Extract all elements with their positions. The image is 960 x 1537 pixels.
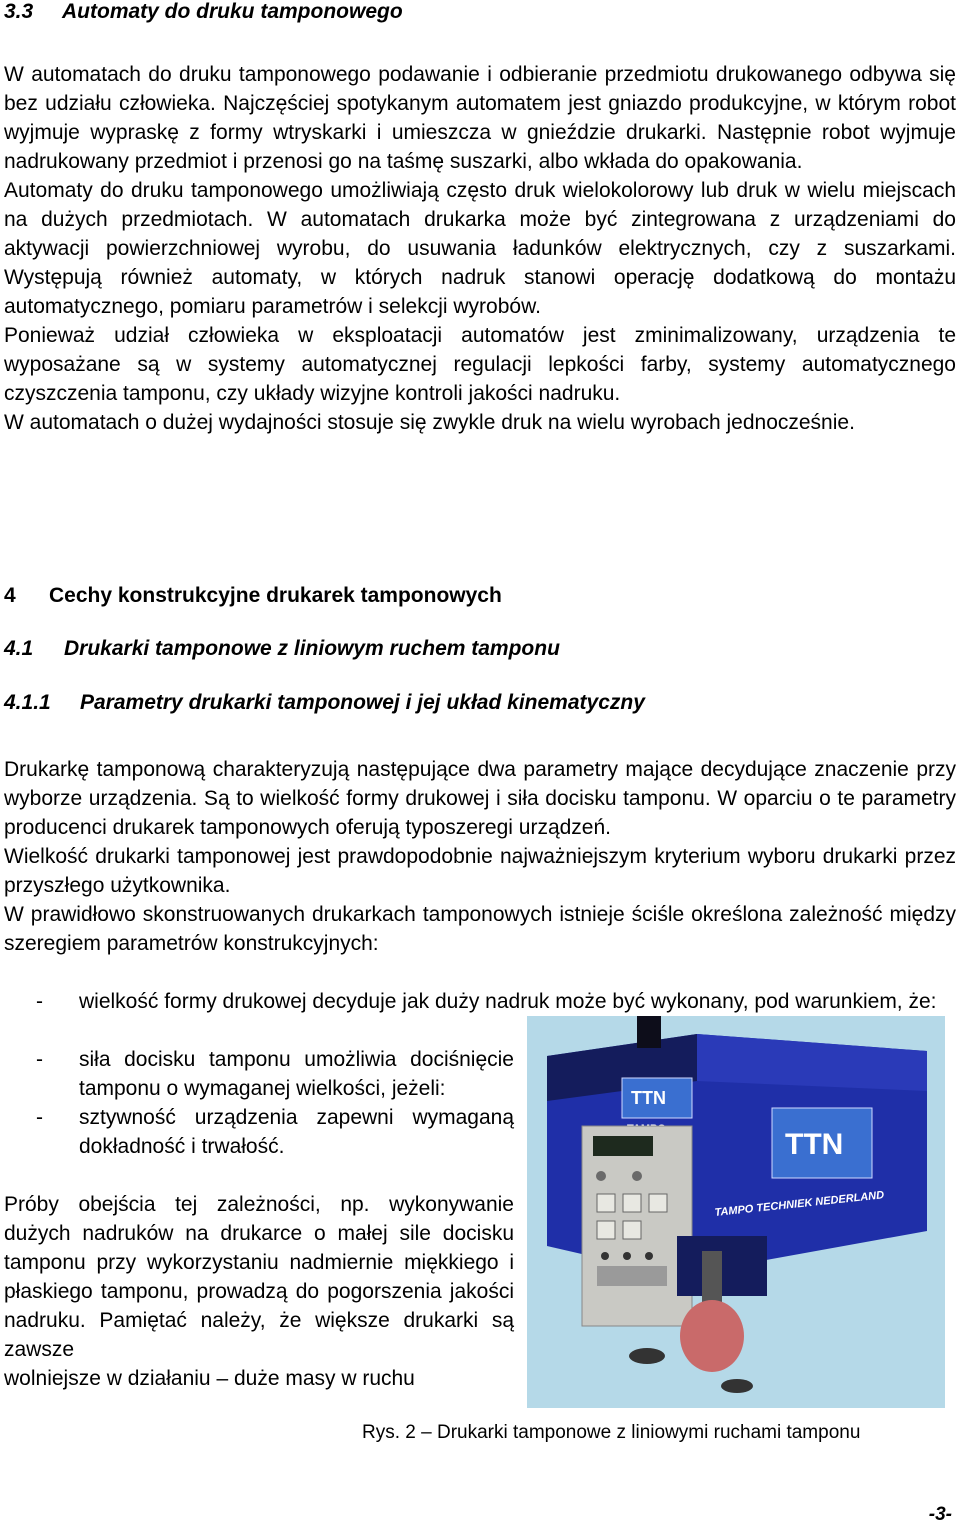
list-item-text: sztywność urządzenia zapewni wymaganą dokładność i trwałość. <box>79 1106 514 1158</box>
page-number: -3- <box>928 1504 952 1525</box>
closing-last-line: wolniejsze w działaniu – duże masy w ruchu <box>4 1367 415 1390</box>
list-item <box>4 1045 514 1103</box>
section-number: 4.1 <box>4 637 34 660</box>
base-foot <box>721 1379 753 1393</box>
brand-strip-text: TAMPO TECHNIEK NEDERLAND <box>714 1189 885 1219</box>
list-dash: - <box>36 1048 43 1071</box>
section-heading-3-3 <box>4 0 403 24</box>
section-title: Automaty do druku tamponowego <box>62 0 403 23</box>
machine-illustration <box>527 1016 945 1408</box>
figure-caption: Rys. 2 – Drukarki tamponowe z liniowymi ruchami tamponu <box>362 1422 861 1443</box>
parameter-list-wide <box>4 987 956 1016</box>
pad-printer-photo <box>527 1016 945 1408</box>
chapter-heading-4 <box>4 584 502 608</box>
list-item <box>4 1103 514 1161</box>
panel-knob-icon <box>632 1171 642 1181</box>
paragraph: W prawidłowo skonstruowanych drukarkach tamponowych istnieje ściśle określona zależność między szeregiem parametrów konstrukcyjnych: <box>4 903 956 955</box>
panel-display-icon <box>623 1194 641 1212</box>
panel-switch-icon <box>623 1252 631 1260</box>
closing-paragraph <box>4 1190 514 1393</box>
section-4-1-1-body <box>4 755 956 958</box>
section-number: 4.1.1 <box>4 691 51 714</box>
section-heading-4-1 <box>4 637 560 661</box>
panel-switch-icon <box>645 1252 653 1260</box>
paragraph: Wielkość drukarki tamponowej jest prawdopodobnie najważniejszym kryterium wyboru drukarki przez przyszłego użytkownika. <box>4 845 956 897</box>
paragraph: W automatach o dużej wydajności stosuje się zwykle druk na wielu wyrobach jednocześnie. <box>4 411 855 434</box>
list-dash: - <box>36 990 43 1013</box>
section-title: Parametry drukarki tamponowej i jej układ kinematyczny <box>80 691 645 714</box>
list-item-text: wielkość formy drukowej decyduje jak duży nadruk może być wykonany, pod warunkiem, że: <box>79 990 937 1013</box>
paragraph: Ponieważ udział człowieka w eksploatacji automatów jest zminimalizowany, urządzenia te wyposażane są w systemy automatycznej regulacji lepkości farby, systemy automatycznego czyszczenia tamponu, czy układy wizyjne kontroli jakości nadruku. <box>4 324 956 405</box>
list-dash: - <box>36 1106 43 1129</box>
panel-knob-icon <box>596 1171 606 1181</box>
cliche-plate <box>597 1266 667 1286</box>
panel-display-icon <box>623 1221 641 1239</box>
display-screen <box>593 1136 653 1156</box>
side-label-text: TTN <box>785 1128 844 1161</box>
panel-display-icon <box>597 1194 615 1212</box>
panel-display-icon <box>649 1194 667 1212</box>
paragraph: W automatach do druku tamponowego podawanie i odbieranie przedmiotu drukowanego odbywa się bez udziału człowieka. Najczęściej spotykanym automatem jest gniazdo produkcyjne, w którym robot wyjmuje wypraskę z formy wtryskarki i umieszcza w gnieździe drukarki. Następnie robot wyjmuje nadrukowany przedmiot i przenosi go na taśmę suszarki, albo wkłada do opakowania. <box>4 63 956 173</box>
parameter-list-narrow <box>4 1045 514 1161</box>
section-title: Drukarki tamponowe z liniowym ruchem tamponu <box>64 637 560 660</box>
paragraph: Drukarkę tamponową charakteryzują następujące dwa parametry mające decydujące znaczenie przy wyborze urządzenia. Są to wielkość formy drukowej i siła docisku tamponu. W oparciu o te parametry producenci drukarek tamponowych oferują typoszeregi urządzeń. <box>4 758 956 839</box>
machine-knob <box>637 1016 661 1048</box>
panel-display-icon <box>597 1221 615 1239</box>
section-number: 3.3 <box>4 0 34 23</box>
paragraph: Automaty do druku tamponowego umożliwiają często druk wielokolorowy lub druk w wielu miejscach na dużych przedmiotach. W automatach drukarka może być zintegrowana z urządzeniami do aktywacji powierzchniowej wyrobu, do usuwania ładunków elektrycznych, czy z suszarkami. Występują również automaty, w których nadruk stanowi operację dodatkową do montażu automatycznego, pomiaru parametrów i selekcji wyrobów. <box>4 179 956 318</box>
chapter-number: 4 <box>4 584 16 607</box>
panel-switch-icon <box>601 1252 609 1260</box>
list-item <box>4 987 956 1016</box>
list-item-text: siła docisku tamponu umożliwia dociśnięcie tamponu o wymaganej wielkości, jeżeli: <box>79 1048 514 1100</box>
front-label-text: TTN <box>631 1088 666 1108</box>
closing-text: Próby obejścia tej zależności, np. wykonywanie dużych nadruków na drukarce o małej sile docisku tamponu przy wykorzystaniu nadmiernie miękkiego i płaskiego tamponu, prowadzą do pogorszenia jakości nadruku. Pamiętać należy, że większe drukarki są zawsze <box>4 1193 514 1361</box>
chapter-title: Cechy konstrukcyjne drukarek tamponowych <box>49 584 502 607</box>
section-heading-4-1-1 <box>4 691 645 715</box>
tampon-pad <box>680 1300 744 1372</box>
base-foot <box>629 1348 665 1364</box>
section-3-3-body <box>4 60 956 437</box>
